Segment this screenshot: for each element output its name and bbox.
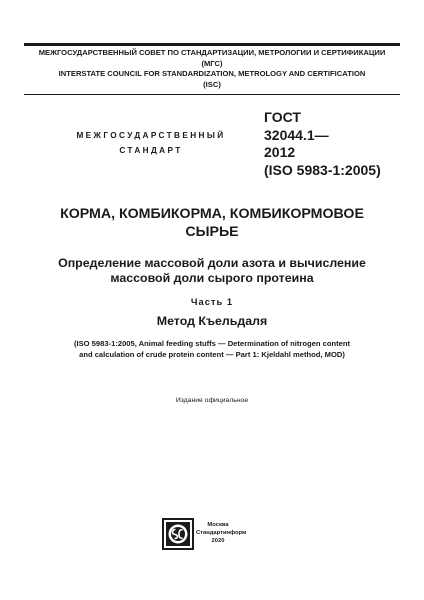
standard-type-line2: СТАНДАРТ: [119, 146, 183, 155]
header-bottom-rule: [24, 94, 400, 95]
council-name-ru: МЕЖГОСУДАРСТВЕННЫЙ СОВЕТ ПО СТАНДАРТИЗАЦИИ, МЕТРОЛОГИИ И СЕРТИФИКАЦИИ: [38, 48, 386, 57]
designation-line1: ГОСТ: [264, 109, 301, 125]
document-subtitle: [24, 256, 400, 286]
header-top-rule: [24, 43, 400, 46]
publisher-city: Москва: [207, 522, 229, 528]
designation-line4: (ISO 5983-1:2005): [264, 161, 381, 178]
standard-designation: [264, 109, 381, 179]
publisher-block: [196, 521, 247, 545]
part-label: Часть 1: [190, 296, 234, 307]
method-title: Метод Къельдаля: [156, 314, 268, 328]
title-line2: СЫРЬЕ: [185, 223, 239, 240]
designation-line3: 2012: [264, 144, 296, 161]
standards-publisher-logo-icon: [162, 518, 194, 550]
document-title: [24, 206, 400, 241]
standard-type-line1: МЕЖГОСУДАРСТВЕННЫЙ: [76, 131, 226, 140]
title-line1: КОРМА, КОМБИКОРМА, КОМБИКОРМОВОЕ: [60, 206, 364, 222]
designation-line2: 32044.1—: [264, 126, 329, 143]
publisher-name: Стандартинформ: [196, 530, 247, 536]
edition-note: Издание официальное: [175, 397, 249, 404]
council-header: [24, 48, 400, 90]
english-title-line1: (ISO 5983-1:2005, Animal feeding stuffs — Determination of nitrogen content: [73, 339, 351, 348]
english-title: [24, 339, 400, 360]
subtitle-line1: Определение массовой доли азота и вычисление: [58, 256, 366, 270]
standard-type-label: [66, 128, 236, 158]
publication-year: 2020: [211, 538, 225, 544]
council-abbr-en: (ISC): [203, 79, 221, 89]
council-name-en: INTERSTATE COUNCIL FOR STANDARDIZATION, METROLOGY AND CERTIFICATION: [58, 69, 366, 79]
council-abbr-ru: (МГС): [201, 58, 223, 68]
subtitle-line2: массовой доли сырого протеина: [110, 271, 314, 286]
english-title-line2: and calculation of crude protein content — Part 1: Kjeldahl method, MOD): [79, 349, 345, 359]
